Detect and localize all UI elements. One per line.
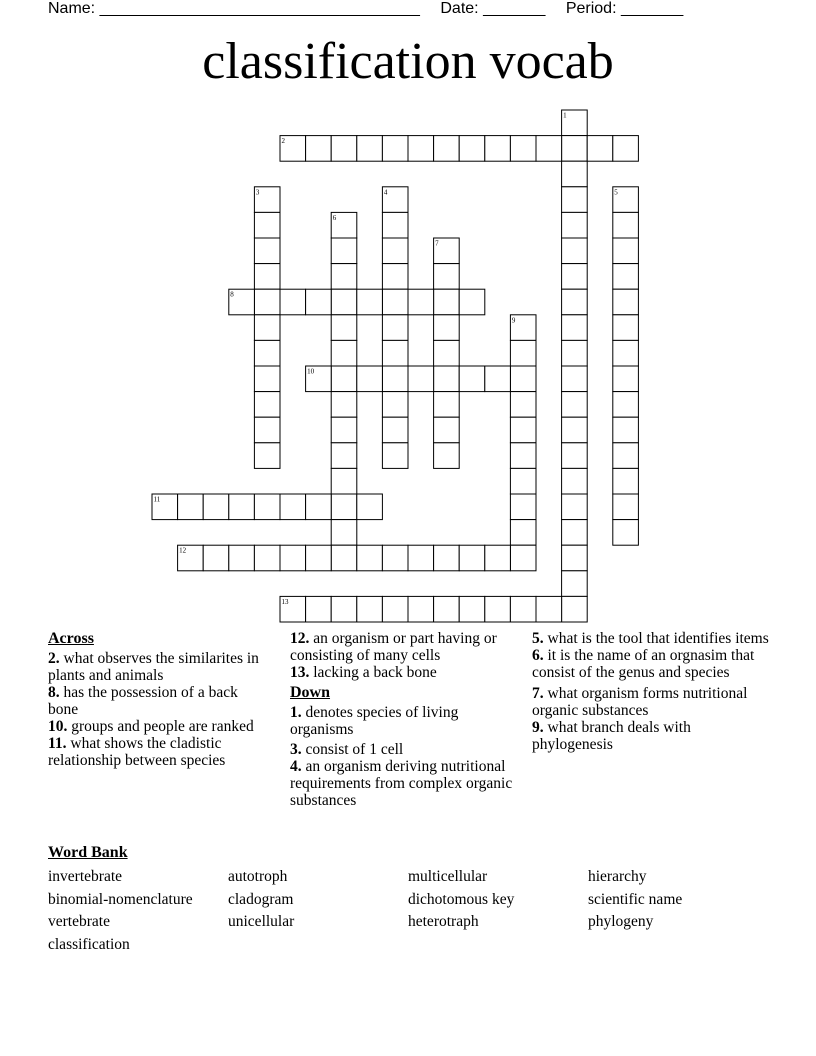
crossword-cell[interactable] [203, 545, 229, 571]
clue-number-label: 1 [563, 111, 567, 120]
crossword-cell[interactable] [229, 545, 255, 571]
crossword-cell[interactable] [382, 596, 408, 622]
crossword-cell[interactable] [254, 366, 280, 392]
crossword-cell[interactable] [562, 366, 588, 392]
crossword-cell[interactable] [613, 315, 639, 341]
crossword-cell[interactable] [485, 366, 511, 392]
page-title: classification vocab [202, 33, 614, 90]
crossword-cell[interactable] [178, 494, 204, 520]
crossword-cell[interactable] [331, 264, 357, 290]
crossword-cell[interactable] [459, 366, 485, 392]
crossword-cell[interactable] [562, 340, 588, 366]
word-bank-item: phylogeny [588, 913, 654, 930]
crossword-cell[interactable] [254, 238, 280, 264]
crossword-cell[interactable] [562, 161, 588, 187]
crossword-cell[interactable] [229, 494, 255, 520]
crossword-cell[interactable] [331, 596, 357, 622]
crossword-cell[interactable] [510, 494, 536, 520]
crossword-cell[interactable] [331, 417, 357, 443]
crossword-cell[interactable] [331, 443, 357, 469]
crossword-cell[interactable] [613, 366, 639, 392]
crossword-cell[interactable] [331, 494, 357, 520]
crossword-cell[interactable] [562, 238, 588, 264]
crossword-cell[interactable] [331, 468, 357, 494]
down-heading: Down [290, 684, 331, 701]
crossword-cell[interactable] [613, 468, 639, 494]
clue-number-label: 6 [332, 213, 337, 222]
crossword-cell[interactable] [408, 545, 434, 571]
crossword-cell[interactable] [254, 264, 280, 290]
crossword-cell[interactable] [562, 315, 588, 341]
clue-number-label: 10 [307, 367, 315, 376]
crossword-cell[interactable] [562, 494, 588, 520]
crossword-cell[interactable] [331, 545, 357, 571]
word-bank-item: cladogram [228, 890, 294, 908]
clue-across-12: 12. an organism or part having or consisting of many cells [290, 630, 497, 664]
crossword-cell[interactable] [254, 212, 280, 238]
crossword-cell[interactable] [562, 136, 588, 162]
crossword-cell[interactable] [357, 545, 383, 571]
crossword-cell[interactable] [613, 289, 639, 315]
clue-number-label: 8 [230, 290, 234, 299]
crossword-cell[interactable] [331, 136, 357, 162]
crossword-cell[interactable] [254, 417, 280, 443]
crossword-cell[interactable] [382, 264, 408, 290]
crossword-cell[interactable] [459, 596, 485, 622]
clue-number-label: 9 [511, 316, 516, 325]
crossword-cell[interactable] [485, 136, 511, 162]
crossword-cell[interactable] [408, 366, 434, 392]
clue-down-3: 3. consist of 1 cell [290, 741, 404, 758]
crossword-cell[interactable] [357, 136, 383, 162]
crossword-cell[interactable] [280, 494, 306, 520]
word-bank-item: binomial-nomenclature [48, 890, 193, 908]
word-bank-item: multicellular [408, 868, 488, 885]
crossword-cell[interactable] [331, 238, 357, 264]
crossword-cell[interactable] [434, 392, 460, 418]
clue-down-4: 4. an organism deriving nutritional requirements from complex organic substances [290, 758, 513, 809]
word-bank-column-2 [228, 866, 294, 934]
crossword-cell[interactable] [434, 596, 460, 622]
crossword-cell[interactable] [254, 392, 280, 418]
crossword-cell[interactable] [562, 520, 588, 546]
crossword-cell[interactable] [434, 443, 460, 469]
crossword-cell[interactable] [306, 494, 332, 520]
crossword-cell[interactable] [562, 596, 588, 622]
crossword-cell[interactable] [587, 136, 613, 162]
crossword-cell[interactable] [382, 417, 408, 443]
crossword-cell[interactable] [382, 315, 408, 341]
crossword-cell[interactable] [459, 289, 485, 315]
crossword-cell[interactable] [562, 264, 588, 290]
crossword-cell[interactable] [382, 545, 408, 571]
crossword-cell[interactable] [434, 136, 460, 162]
crossword-cell[interactable] [613, 392, 639, 418]
crossword-cell[interactable] [254, 315, 280, 341]
word-bank-column-3 [408, 866, 514, 934]
crossword-cell[interactable] [331, 520, 357, 546]
crossword-cell[interactable] [382, 289, 408, 315]
crossword-cell[interactable] [485, 545, 511, 571]
crossword-cell[interactable] [434, 315, 460, 341]
crossword-cell[interactable] [510, 520, 536, 546]
word-bank-heading: Word Bank [48, 844, 128, 861]
crossword-cell[interactable] [434, 366, 460, 392]
date-field-label: Date: _______ [440, 0, 546, 17]
clue-across-11: 11. what shows the cladistic relationship between species [48, 735, 226, 769]
clue-number-label: 3 [255, 188, 260, 197]
crossword-cell[interactable] [510, 340, 536, 366]
crossword-cell[interactable] [357, 366, 383, 392]
clue-down-7: 7. what organism forms nutritional organic substances [532, 685, 748, 719]
word-bank-item: invertebrate [48, 868, 123, 885]
word-bank-item: unicellular [228, 913, 295, 930]
crossword-cell[interactable] [408, 136, 434, 162]
crossword-cell[interactable] [562, 392, 588, 418]
clue-number-label: 7 [435, 239, 439, 248]
word-bank-item: hierarchy [588, 868, 647, 885]
crossword-cell[interactable] [331, 289, 357, 315]
crossword-cell[interactable] [562, 571, 588, 597]
clue-number-label: 12 [179, 546, 187, 555]
crossword-cell[interactable] [562, 417, 588, 443]
crossword-cell[interactable] [434, 545, 460, 571]
crossword-cell[interactable] [331, 366, 357, 392]
crossword-cell[interactable] [562, 289, 588, 315]
clue-across-13: 13. lacking a back bone [290, 664, 437, 681]
clue-down-1: 1. denotes species of living organisms [290, 704, 459, 738]
crossword-cell[interactable] [306, 289, 332, 315]
crossword-cell[interactable] [459, 136, 485, 162]
word-bank-column-1 [48, 866, 193, 956]
crossword-cell[interactable] [280, 545, 306, 571]
crossword-cell[interactable] [485, 596, 511, 622]
crossword-cell[interactable] [562, 212, 588, 238]
crossword-cell[interactable] [536, 596, 562, 622]
crossword-cell[interactable] [331, 392, 357, 418]
crossword-cell[interactable] [306, 545, 332, 571]
crossword-cell[interactable] [434, 417, 460, 443]
across-heading: Across [48, 630, 94, 647]
crossword-cell[interactable] [357, 289, 383, 315]
crossword-cell[interactable] [562, 187, 588, 213]
crossword-cell[interactable] [510, 136, 536, 162]
crossword-cell[interactable] [536, 136, 562, 162]
crossword-cell[interactable] [613, 238, 639, 264]
word-bank-item: scientific name [588, 890, 683, 908]
crossword-cell[interactable] [306, 596, 332, 622]
clue-number-label: 13 [281, 597, 289, 606]
crossword-cell[interactable] [434, 340, 460, 366]
crossword-cell[interactable] [510, 596, 536, 622]
crossword-cell[interactable] [382, 443, 408, 469]
crossword-cell[interactable] [254, 494, 280, 520]
clue-number-label: 11 [153, 495, 161, 504]
crossword-cell[interactable] [562, 468, 588, 494]
word-bank-item: dichotomous key [408, 890, 515, 908]
crossword-cell[interactable] [254, 443, 280, 469]
crossword-cell[interactable] [203, 494, 229, 520]
crossword-cell[interactable] [510, 392, 536, 418]
name-field-label: Name: ____________________________________ [48, 0, 420, 17]
crossword-cell[interactable] [613, 417, 639, 443]
crossword-cell[interactable] [331, 315, 357, 341]
crossword-cell[interactable] [510, 468, 536, 494]
crossword-cell[interactable] [613, 136, 639, 162]
clue-number-label: 2 [281, 137, 285, 146]
crossword-cell[interactable] [613, 340, 639, 366]
word-bank-item: autotroph [228, 868, 288, 885]
clue-down-6: 6. it is the name of an orgnasim that consist of the genus and species [532, 647, 755, 681]
period-field-label: Period: _______ [565, 0, 684, 17]
crossword-cell[interactable] [382, 212, 408, 238]
crossword-cell[interactable] [382, 366, 408, 392]
clue-across-10: 10. groups and people are ranked [48, 718, 254, 735]
clue-column-3 [532, 630, 772, 753]
clue-across-2: 2. what observes the similarites in plants and animals [48, 650, 259, 684]
crossword-cell[interactable] [306, 136, 332, 162]
crossword-cell[interactable] [562, 545, 588, 571]
crossword-cell[interactable] [510, 545, 536, 571]
word-bank-item: heterotraph [408, 913, 479, 930]
crossword-cell[interactable] [382, 238, 408, 264]
crossword-cell[interactable] [613, 520, 639, 546]
crossword-cell[interactable] [613, 494, 639, 520]
crossword-cell[interactable] [357, 494, 383, 520]
crossword-cell[interactable] [562, 443, 588, 469]
crossword-cell[interactable] [459, 545, 485, 571]
crossword-cell[interactable] [613, 264, 639, 290]
crossword-cell[interactable] [382, 136, 408, 162]
clue-number-label: 4 [383, 188, 388, 197]
crossword-cell[interactable] [434, 264, 460, 290]
crossword-cell[interactable] [331, 340, 357, 366]
crossword-cell[interactable] [254, 545, 280, 571]
clue-down-5: 5. what is the tool that identifies items [532, 630, 769, 647]
crossword-cell[interactable] [510, 443, 536, 469]
crossword-cell[interactable] [357, 596, 383, 622]
word-bank-item: classification [48, 935, 130, 953]
crossword-cell[interactable] [613, 443, 639, 469]
crossword-cell[interactable] [280, 289, 306, 315]
crossword-cell[interactable] [408, 289, 434, 315]
word-bank-item: vertebrate [48, 913, 110, 930]
crossword-cell[interactable] [382, 340, 408, 366]
crossword-cell[interactable] [510, 366, 536, 392]
crossword-cell[interactable] [254, 289, 280, 315]
clue-down-9: 9. what branch deals with phylogenesis [532, 719, 691, 753]
crossword-cell[interactable] [510, 417, 536, 443]
crossword-cell[interactable] [613, 212, 639, 238]
clue-column-1 [48, 630, 270, 769]
crossword-cell[interactable] [254, 340, 280, 366]
clue-across-8: 8. has the possession of a back bone [48, 684, 238, 718]
word-bank-column-4 [588, 866, 682, 934]
clue-number-label: 5 [614, 188, 618, 197]
clue-column-2 [290, 630, 522, 809]
crossword-cell[interactable] [434, 289, 460, 315]
crossword-cell[interactable] [408, 596, 434, 622]
crossword-cell[interactable] [382, 392, 408, 418]
